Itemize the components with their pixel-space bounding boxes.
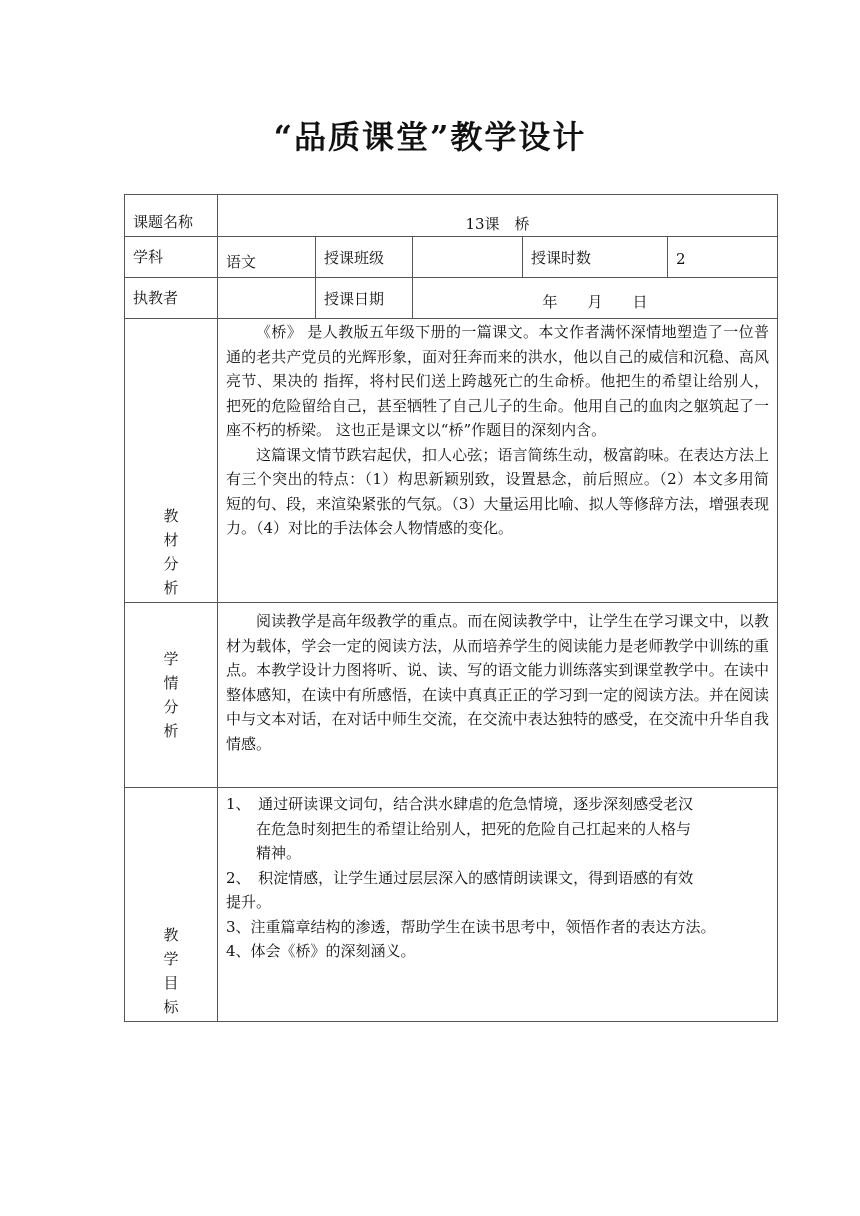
learner-label-char: 析 — [163, 722, 179, 740]
goals-label-char: 学 — [163, 950, 179, 968]
material-row — [125, 319, 778, 603]
topic-value: 13课 桥 — [218, 195, 778, 237]
goal-text-line: 在危急时刻把生的希望让给别人，把死的危险自己扛起来的人格与 — [256, 819, 692, 838]
page-title: “品质课堂”教学设计 — [273, 118, 587, 156]
material-paragraph-1: 《桥》 是人教版五年级下册的一篇课文。本文作者满怀深情地塑造了一位普通的老共产党员的光辉形象，面对狂奔而来的洪水，他以自己的威信和沉稳、高风亮节、果决的 指挥，将村民们送上跨越死亡的生命桥。他把生的希望让给别人，把死的危险留给自己，甚至牺牲了自己儿子的生命。他用自己的血肉之躯筑起了一座不朽的桥梁。 这也正是课文以“桥”作题目的深刻内含。 — [226, 323, 769, 439]
material-paragraph-2: 这篇课文情节跌宕起伏，扣人心弦；语言简练生动，极富韵味。在表达方法上有三个突出的特点：（1）构思新颖别致，设置悬念，前后照应。（2）本文多用简短的句、段，来渲染紧张的气氛。（3）大量运用比喻、拟人等修辞方法，增强表现力。（4）对比的手法体会人物情感的变化。 — [226, 445, 769, 537]
material-label-char: 教 — [163, 507, 179, 525]
goals-content — [218, 788, 778, 1022]
teacher-row — [125, 278, 778, 319]
learner-label-char: 学 — [163, 650, 179, 668]
lesson-plan-table — [124, 194, 778, 1022]
learner-content — [218, 603, 778, 788]
goals-label-char: 教 — [163, 926, 179, 944]
learner-paragraph: 阅读教学是高年级教学的重点。而在阅读教学中，让学生在学习课文中，以教材为载体，学会一定的阅读方法，从而培养学生的阅读能力是老师教学中训练的重点。本教学设计力图将听、说、读、写的语文能力训练落实到课堂教学中。在读中整体感知，在读中有所感悟，在读中真真正正的学习到一定的阅读方法。并在阅读中与文本对话，在对话中师生交流，在交流中表达独特的感受，在交流中升华自我情感。 — [226, 612, 769, 753]
learner-label — [125, 603, 218, 788]
teacher-value — [218, 278, 316, 319]
subject-label: 学科 — [125, 237, 218, 278]
goal-item-3: 3、注重篇章结构的渗透，帮助学生在读书思考中，领悟作者的表达方法。 — [226, 917, 716, 936]
learner-label-char: 分 — [163, 698, 179, 716]
class-label: 授课班级 — [316, 237, 413, 278]
goal-text: 通过研读课文词句，结合洪水肆虐的危急情境，逐步深刻感受老汉 — [258, 795, 694, 813]
goal-text-line: 提升。 — [226, 893, 272, 911]
material-label-char: 析 — [163, 579, 179, 597]
goal-text-line: 精神。 — [256, 844, 302, 862]
material-label-char: 材 — [163, 531, 179, 549]
subject-value: 语文 — [218, 237, 316, 278]
goal-item-2 — [226, 866, 769, 915]
topic-row — [125, 195, 778, 237]
date-label: 授课日期 — [316, 278, 413, 319]
goal-item-4: 4、体会《桥》的深刻涵义。 — [226, 942, 416, 960]
goals-label-char: 目 — [163, 974, 179, 992]
goals-label — [125, 788, 218, 1022]
learner-label-char: 情 — [163, 674, 179, 692]
goal-number: 2、 — [226, 868, 244, 887]
material-label-char: 分 — [163, 555, 179, 573]
hours-value: 2 — [668, 237, 778, 278]
learner-row — [125, 603, 778, 788]
teacher-label: 执教者 — [125, 278, 218, 319]
goal-number: 1、 — [226, 795, 244, 813]
goal-text: 积淀情感，让学生通过层层深入的感情朗读课文，得到语感的有效 — [258, 868, 694, 887]
class-value — [413, 237, 523, 278]
goals-row — [125, 788, 778, 1022]
hours-label: 授课时数 — [523, 237, 668, 278]
subject-row — [125, 237, 778, 278]
goals-label-char: 标 — [163, 998, 179, 1016]
topic-label: 课题名称 — [125, 195, 218, 237]
material-content — [218, 319, 778, 603]
goal-item-1 — [226, 792, 769, 866]
material-label — [125, 319, 218, 603]
date-value: 年 月 日 — [413, 278, 778, 319]
